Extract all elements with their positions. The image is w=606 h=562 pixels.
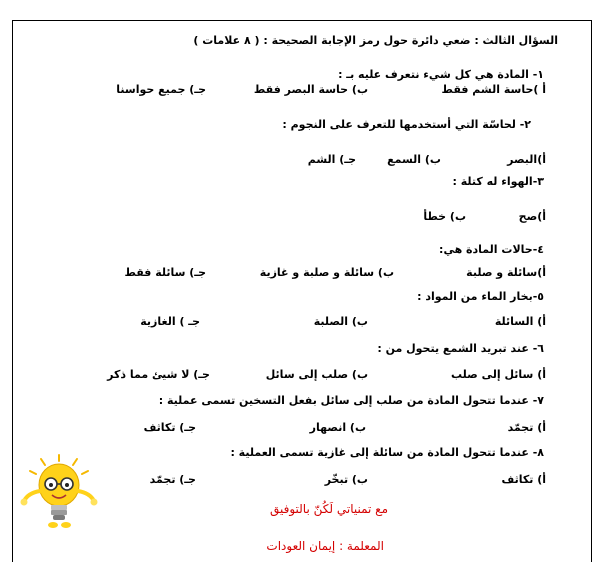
lightbulb-mascot-icon bbox=[16, 453, 102, 531]
q8-option-c: جـ) تجمّد bbox=[149, 473, 196, 486]
q2-option-c: جـ) الشم bbox=[307, 153, 356, 166]
q7-option-b: ب) انصهار bbox=[309, 421, 366, 434]
question-7-text: ٧- عندما تتحول المادة من صلب إلى سائل بفعل التسخين تسمى عملية : bbox=[158, 394, 544, 407]
q5-option-c: جـ ) الغازية bbox=[140, 315, 200, 328]
q3-option-b: ب) خطأ bbox=[423, 210, 466, 223]
question-4-text: ٤-حالات المادة هي: bbox=[439, 243, 544, 256]
q6-option-c: جـ) لا شيئ مما ذكر bbox=[107, 368, 210, 381]
q1-option-c: جـ) جميع حواسنا bbox=[116, 83, 206, 96]
q7-option-a: أ) تجمّد bbox=[507, 421, 546, 434]
question-6-text: ٦- عند تبريد الشمع يتحول من : bbox=[377, 342, 544, 355]
q3-option-a: أ)صح bbox=[518, 210, 546, 223]
q5-option-a: أ) السائلة bbox=[494, 315, 546, 328]
q8-option-b: ب) تبخّر bbox=[324, 473, 368, 486]
q5-option-b: ب) الصلبة bbox=[313, 315, 368, 328]
question-5-text: ٥-بخار الماء من المواد : bbox=[417, 290, 544, 303]
q7-option-c: جـ) تكاثف bbox=[143, 421, 196, 434]
question-2-text: ٢- لحاسّة التي أستخدمها للتعرف على النجوم : bbox=[282, 118, 531, 131]
q2-option-a: أ)البصر bbox=[507, 153, 546, 166]
q4-option-a: أ)سائلة و صلبة bbox=[466, 266, 546, 279]
q4-option-b: ب) سائلة و صلبة و غازية bbox=[259, 266, 394, 279]
q8-option-a: أ) تكاثف bbox=[501, 473, 546, 486]
q1-option-a: أ )حاسة الشم فقط bbox=[441, 83, 546, 96]
question-title: السؤال الثالث : ضعي دائرة حول رمز الإجابة الصحيحة : ( ٨ علامات ) bbox=[193, 34, 558, 47]
question-8-text: ٨- عندما تتحول المادة من سائلة إلى غازية تسمى العملية : bbox=[230, 446, 544, 459]
q6-option-a: أ) سائل إلى صلب bbox=[451, 368, 546, 381]
question-1-text: ١- المادة هي كل شيء نتعرف عليه بـ : bbox=[338, 68, 544, 81]
closing-wishes: مع تمنياتي لَكُنّ بالتوفيق bbox=[269, 502, 388, 516]
q6-option-b: ب) صلب إلى سائل bbox=[265, 368, 368, 381]
q1-option-b: ب) حاسة البصر فقط bbox=[253, 83, 368, 96]
q4-option-c: جـ) سائلة فقط bbox=[124, 266, 206, 279]
q2-option-b: ب) السمع bbox=[387, 153, 441, 166]
teacher-signature: المعلمة : إيمان العودات bbox=[266, 539, 384, 553]
question-3-text: ٣-الهواء له كتلة : bbox=[452, 175, 544, 188]
